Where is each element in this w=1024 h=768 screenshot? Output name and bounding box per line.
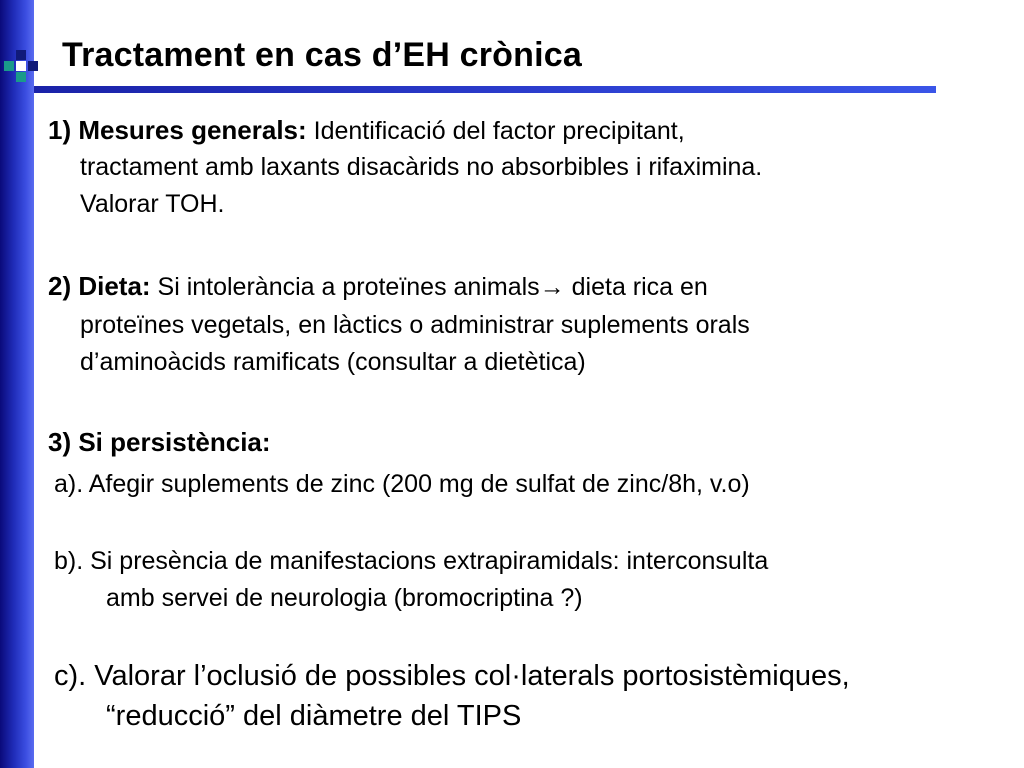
arrow-right-icon: → xyxy=(539,273,565,301)
item-2-text-a: Si intolerància a proteïnes animals xyxy=(150,273,540,301)
item-3-sub-c-line-2: “reducció” del diàmetre del TIPS xyxy=(106,700,522,732)
item-2-line-1 xyxy=(48,268,708,306)
item-3-sub-a: a). Afegir suplements de zinc (200 mg de sulfat de zinc/8h, v.o) xyxy=(54,470,750,498)
logo-icon xyxy=(2,50,40,84)
accent-sidebar xyxy=(0,0,34,768)
item-3-heading: 3) Si persistència: xyxy=(48,427,271,457)
item-1-heading: 1) Mesures generals: xyxy=(48,115,307,145)
item-1-text: Identificació del factor precipitant, xyxy=(306,117,685,145)
item-2-text-b: dieta rica en xyxy=(564,273,708,301)
slide-title: Tractament en cas d’EH crònica xyxy=(62,36,582,74)
item-2-line-2: proteïnes vegetals, en làctics o administrar suplements orals xyxy=(80,311,750,339)
item-2-heading: 2) Dieta: xyxy=(48,271,151,301)
item-1-line-3: Valorar TOH. xyxy=(80,190,225,218)
item-3-sub-b-line-2: amb servei de neurologia (bromocriptina ?) xyxy=(106,584,583,612)
title-underline xyxy=(34,86,936,93)
item-3-sub-b-line-1: b). Si presència de manifestacions extrapiramidals: interconsulta xyxy=(54,547,769,575)
item-1-line-2: tractament amb laxants disacàrids no absorbibles i rifaximina. xyxy=(80,153,763,181)
item-1-line-1 xyxy=(48,112,685,150)
item-2-line-3: d’aminoàcids ramificats (consultar a dietètica) xyxy=(80,348,586,376)
item-3-sub-c-line-1: c). Valorar l’oclusió de possibles col·laterals portosistèmiques, xyxy=(54,660,850,692)
